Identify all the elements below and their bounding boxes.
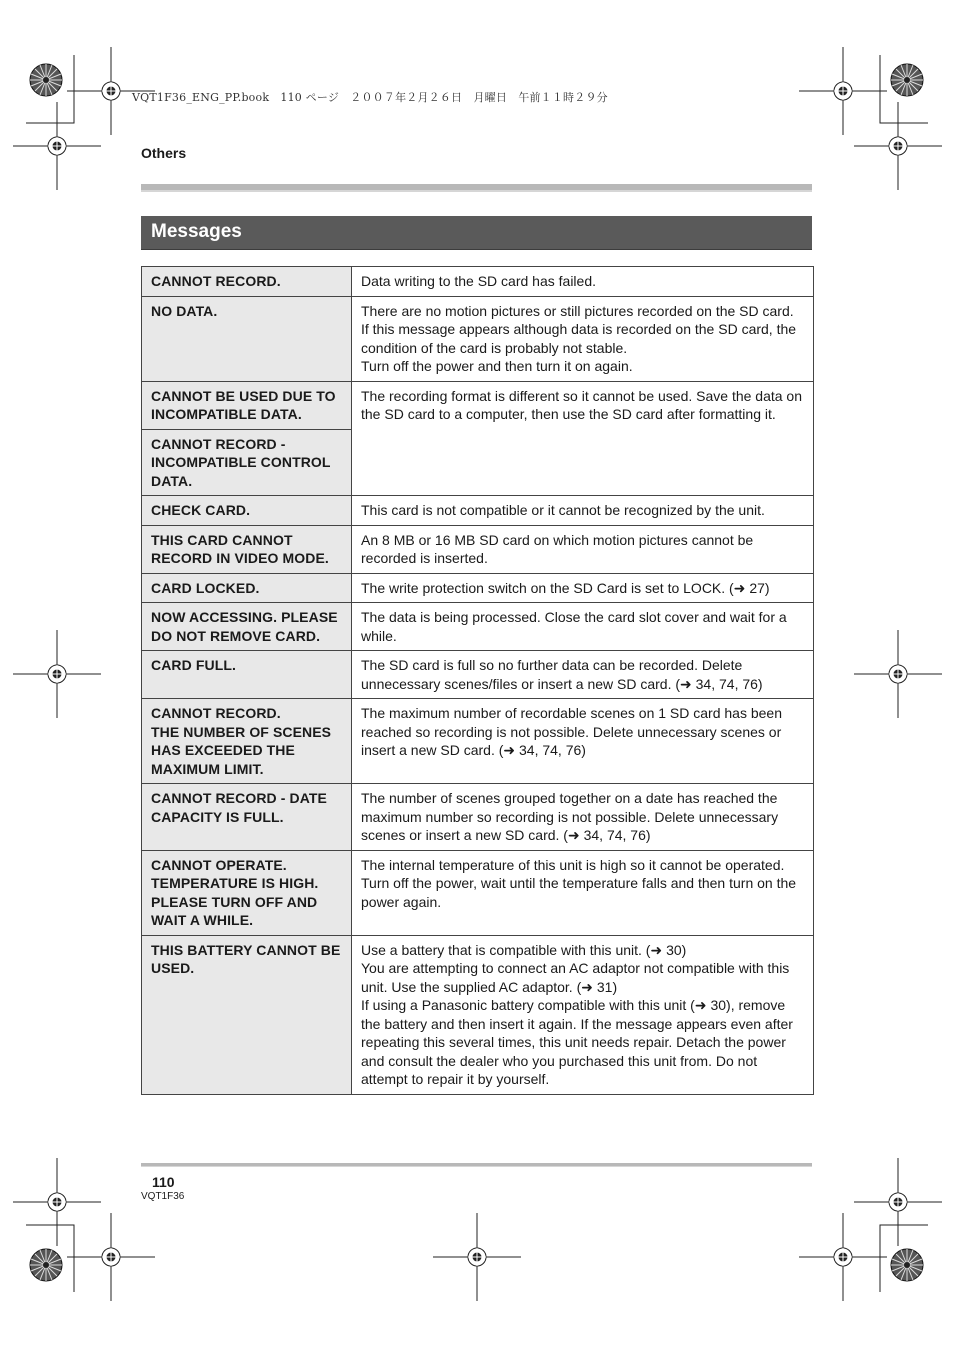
description-line: Turn off the power and then turn it on again.: [361, 358, 633, 374]
page-title: Messages: [141, 216, 812, 250]
message-line: THIS CARD CANNOT RECORD IN VIDEO MODE.: [151, 531, 329, 566]
printer-slug: VQT1F36_ENG_PP.book 110 ページ ２００７年２月２６日 月曜日 午前１１時２９分: [132, 91, 608, 104]
message-description: [352, 603, 814, 651]
message-line: CARD FULL.: [151, 657, 236, 673]
message-line: CANNOT RECORD.: [151, 705, 281, 721]
message-description: [352, 296, 814, 381]
description-line: There are no motion pictures or still pictures recorded on the SD card.: [361, 302, 794, 319]
model-code: VQT1F36: [141, 1191, 185, 1202]
message-text: [142, 699, 352, 784]
description-line: You are attempting to connect an AC adaptor not compatible with this unit. Use the supplied AC adaptor. (➜ 31): [361, 960, 790, 995]
description-line: Data writing to the SD card has failed.: [361, 273, 597, 289]
description-line: The SD card is full so no further data can be recorded. Delete unnecessary scenes/files or insert a new SD card. (➜ 34, 74, 76): [361, 657, 763, 692]
message-text: [142, 296, 352, 381]
message-text: [142, 784, 352, 851]
table-row: [142, 699, 814, 784]
message-text: [142, 573, 352, 603]
message-line: CHECK CARD.: [151, 502, 251, 518]
message-line: TEMPERATURE IS HIGH. PLEASE TURN OFF AND WAIT A WHILE.: [151, 875, 319, 928]
message-line: THE NUMBER OF SCENES HAS EXCEEDED THE MAXIMUM LIMIT.: [151, 723, 332, 777]
table-row: [142, 381, 814, 429]
description-line: The recording format is different so it cannot be used. Save the data on the SD card to a computer, then use the SD card after formatting it.: [361, 387, 803, 422]
description-line: The internal temperature of this unit is high so it cannot be operated. Turn off the power, wait until the temperature falls and then turn on the power again.: [361, 856, 797, 910]
message-text: [142, 651, 352, 699]
table-row: [142, 603, 814, 651]
message-text: [142, 496, 352, 526]
message-line: CANNOT RECORD - DATE CAPACITY IS FULL.: [151, 790, 327, 825]
message-line: CANNOT RECORD.: [151, 273, 281, 289]
table-row: [142, 850, 814, 935]
message-description: [352, 784, 814, 851]
description-line: Use a battery that is compatible with this unit. (➜ 30): [361, 941, 687, 958]
message-line: CANNOT RECORD - INCOMPATIBLE CONTROL DATA.: [151, 435, 331, 489]
table-row: [142, 525, 814, 573]
message-description: [352, 651, 814, 699]
message-description: [352, 573, 814, 603]
message-line: NO DATA.: [151, 302, 218, 319]
table-row: [142, 784, 814, 851]
message-line: CANNOT OPERATE.: [151, 856, 287, 873]
message-text: [142, 850, 352, 935]
message-line: CARD LOCKED.: [151, 579, 260, 596]
table-row: [142, 296, 814, 381]
section-label: Others: [141, 145, 187, 161]
message-line: CANNOT BE USED DUE TO INCOMPATIBLE DATA.: [151, 387, 336, 422]
messages-table: [141, 266, 814, 1095]
description-line: If using a Panasonic battery compatible with this unit (➜ 30), remove the battery and then insert it again. If the message appears even after repeating this several times, this unit needs repair. Detach the power and consult the dealer who you purchased this unit from. Do not attempt to repair it by yourself.: [361, 997, 793, 1087]
message-description: [352, 699, 814, 784]
message-description: [352, 267, 814, 297]
message-line: THIS BATTERY CANNOT BE USED.: [151, 941, 341, 976]
message-text: [142, 603, 352, 651]
description-line: The maximum number of recordable scenes on 1 SD card has been reached so recording is not possible. Delete unnecessary scenes or insert a new SD card. (➜ 34, 74, 76): [361, 705, 782, 758]
message-text: [142, 429, 352, 496]
bottom-rule: [141, 1163, 812, 1167]
description-line: The write protection switch on the SD Card is set to LOCK. (➜ 27): [361, 579, 770, 596]
message-description: [352, 496, 814, 526]
message-text: [142, 381, 352, 429]
description-line: This card is not compatible or it cannot be recognized by the unit.: [361, 502, 765, 518]
description-line: The number of scenes grouped together on a date has reached the maximum number so recording is not possible. Delete unnecessary scenes or insert a new SD card. (➜ 34, 74, 76): [361, 790, 779, 843]
table-row: [142, 573, 814, 603]
message-description: [352, 381, 814, 496]
description-line: The data is being processed. Close the card slot cover and wait for a while.: [361, 609, 787, 644]
message-description: [352, 850, 814, 935]
message-line: NOW ACCESSING. PLEASE DO NOT REMOVE CARD.: [151, 609, 338, 644]
message-text: [142, 935, 352, 1094]
top-rule: [141, 184, 812, 192]
message-text: [142, 267, 352, 297]
description-line: If this message appears although data is recorded on the SD card, the condition of the card is probably not stable.: [361, 321, 797, 356]
message-description: [352, 525, 814, 573]
message-description: [352, 935, 814, 1094]
table-row: [142, 267, 814, 297]
table-row: [142, 935, 814, 1094]
description-line: An 8 MB or 16 MB SD card on which motion pictures cannot be recorded is inserted.: [361, 531, 754, 566]
page-number: 110: [152, 1174, 175, 1190]
table-row: [142, 496, 814, 526]
message-text: [142, 525, 352, 573]
table-row: [142, 651, 814, 699]
